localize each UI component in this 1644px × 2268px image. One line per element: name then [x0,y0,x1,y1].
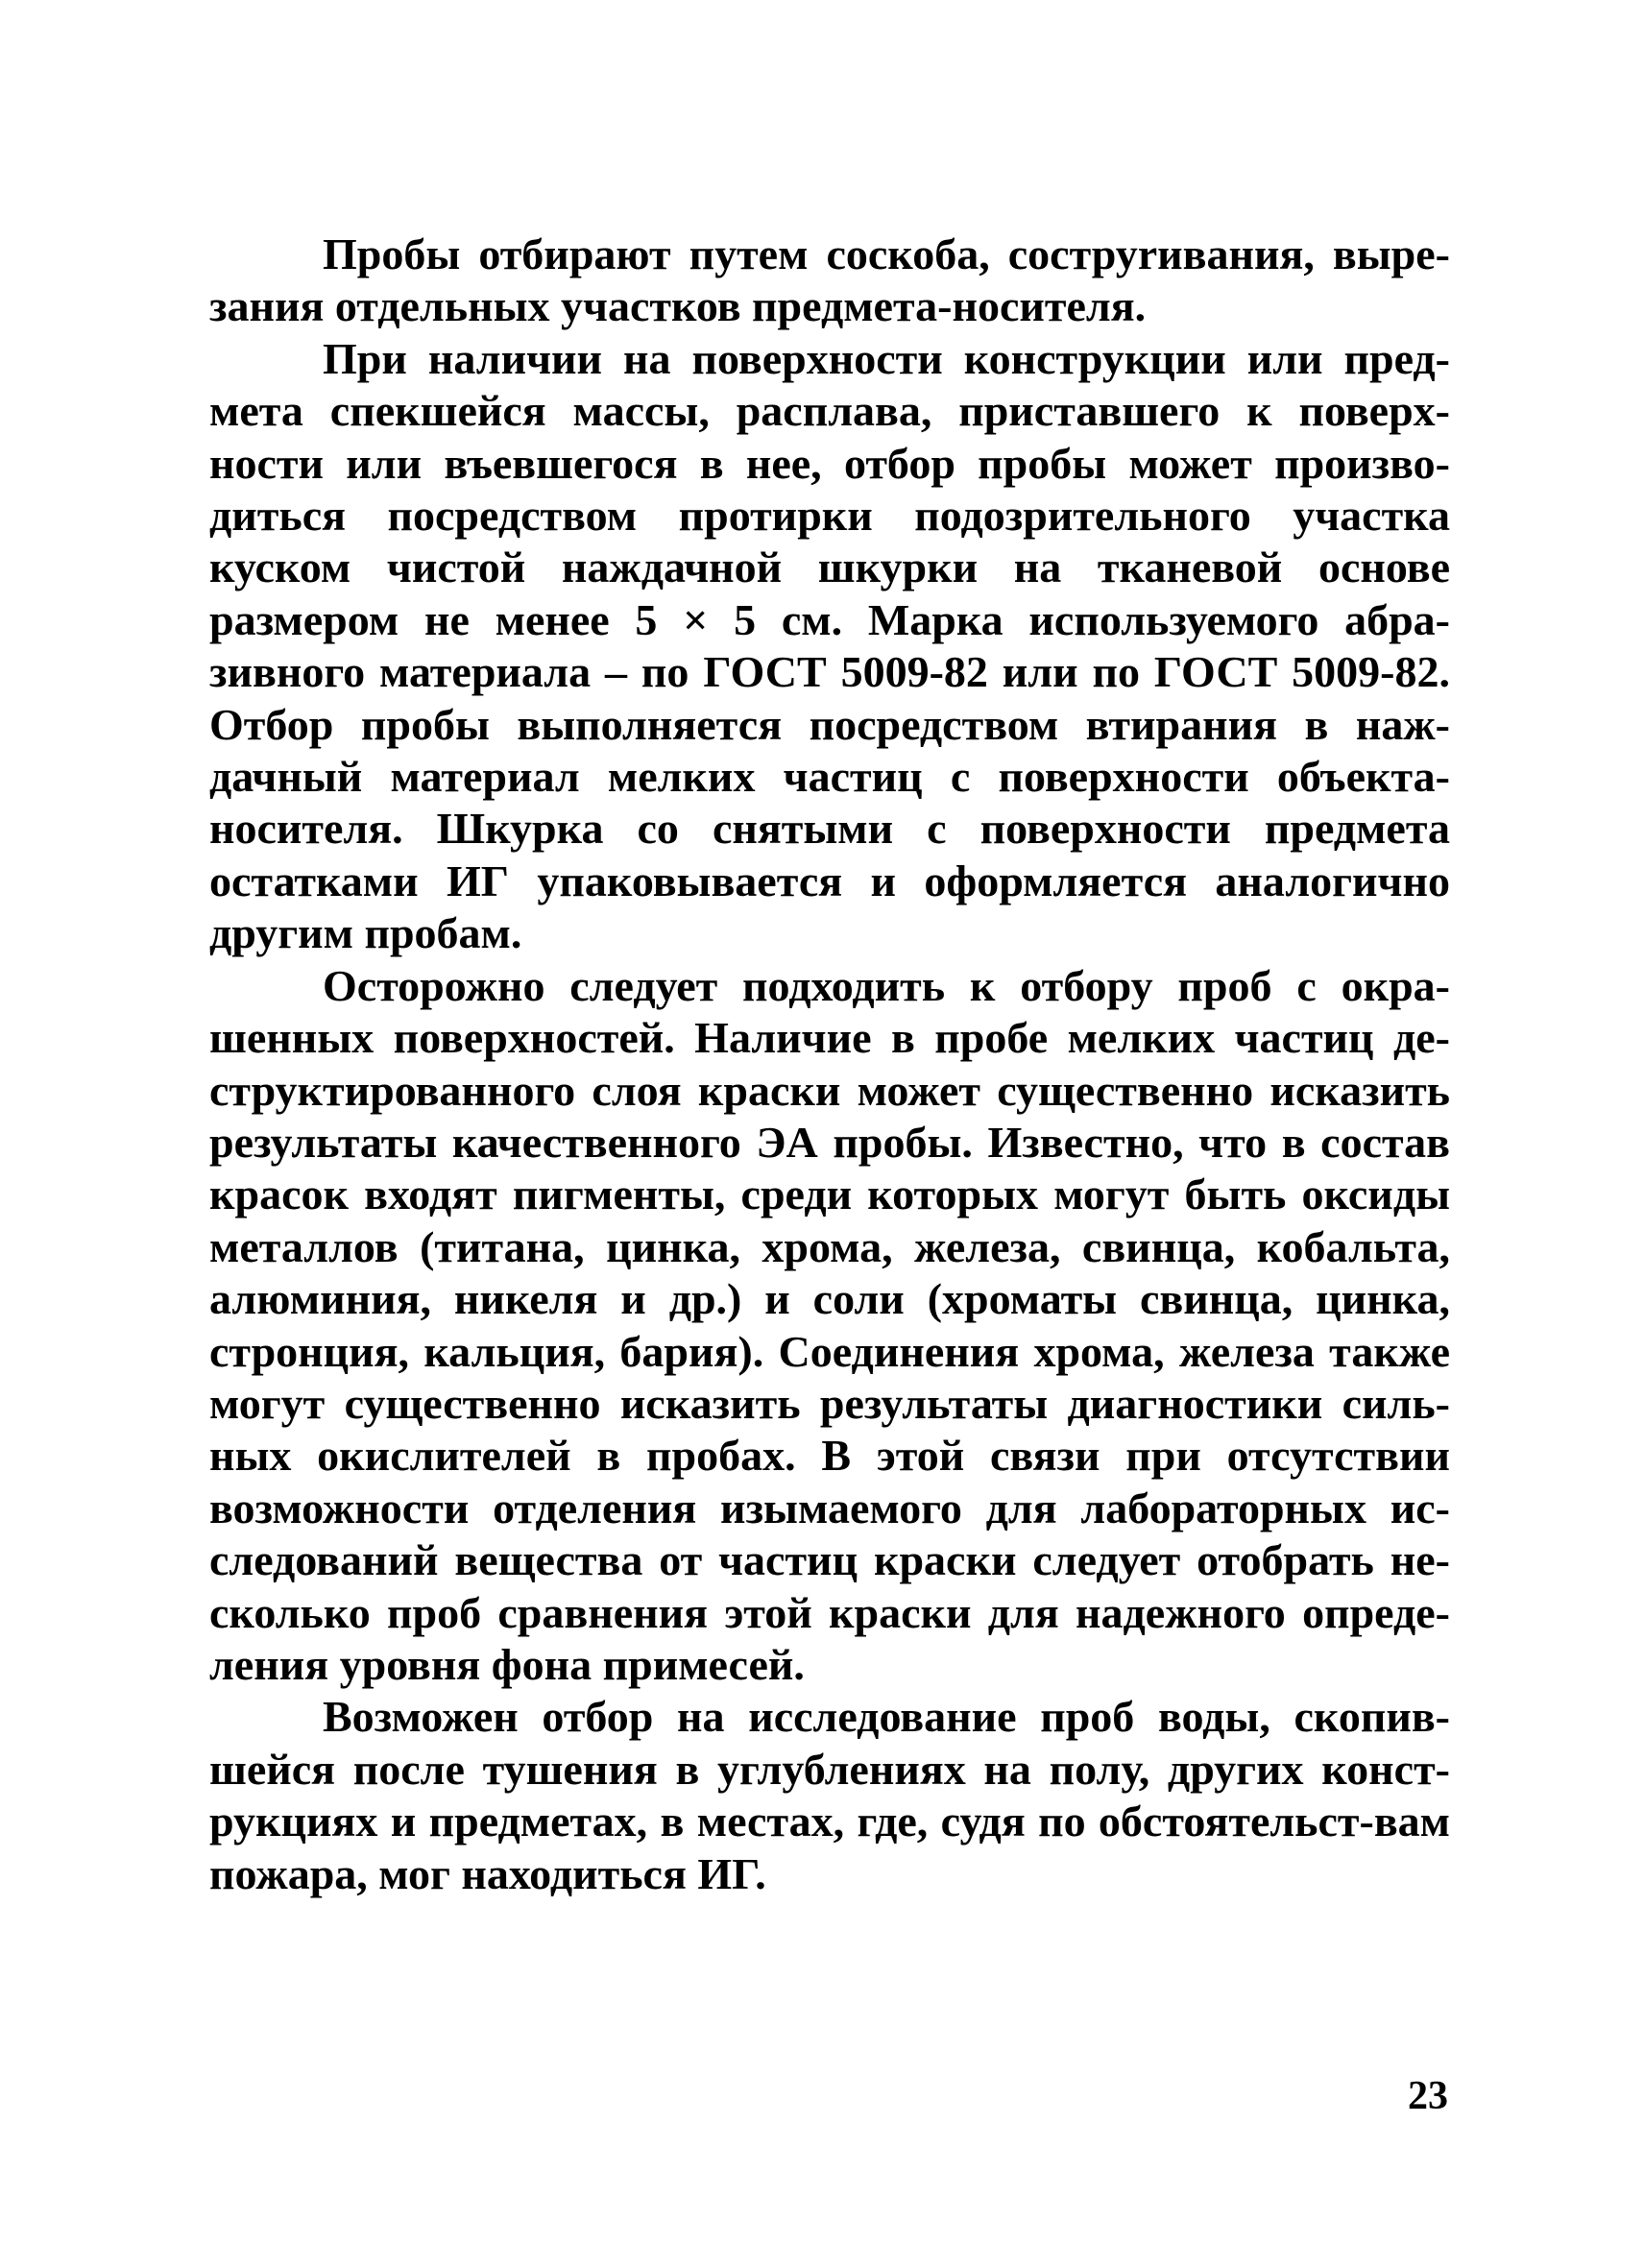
page-number: 23 [1408,2074,1448,2118]
paragraph-sandpaper-sampling: При наличии на поверхности конструкции или пред-мета спекшейся массы, расплава, приставшего к поверх-ности или въевшегося в нее, отбор пробы может произво-диться посредством протирки подозрительного участка куском чистой наждачной шкурки на тканевой основе размером не менее 5 × 5 см. Марка используемого абра-зивного материала – по ГОСТ 5009-82 или по ГОСТ 5009-82. Отбор пробы выполняется посредством втирания в наж-дачный материал мелких частиц с поверхности объекта-носителя. Шкурка со снятыми с поверхности предмета остатками ИГ упаковывается и оформляется аналогично другим пробам. [209,333,1450,958]
paragraph-water-samples: Возможен отбор на исследование проб воды, скопив-шейся после тушения в углублениях на полу, других конст-рукциях и предметах, в местах, где, судя по обстоятельст-вам пожара, мог находиться ИГ. [209,1692,1450,1898]
body-text [209,229,1450,1900]
paragraph-painted-surfaces: Осторожно следует подходить к отбору проб с окра-шенных поверхностей. Наличие в пробе мелких частиц де-структированного слоя краски может существенно исказить результаты качественного ЭА пробы. Известно, что в состав красок входят пигменты, среди которых могут быть оксиды металлов (титана, цинка, хрома, железа, свинца, кобальта, алюминия, никеля и др.) и соли (хроматы свинца, цинка, стронция, кальция, бария). Соединения хрома, железа также могут существенно исказить результаты диагностики силь-ных окислителей в пробах. В этой связи при отсутствии возможности отделения изымаемого для лабораторных ис-следований вещества от частиц краски следует отобрать не-сколько проб сравнения этой краски для надежного опреде-ления уровня фона примесей. [209,960,1450,1689]
paragraph-sampling-methods: Пробы отбирают путем соскоба, соструrивания, выре-зания отдельных участков предмета-носителя. [209,229,1450,331]
